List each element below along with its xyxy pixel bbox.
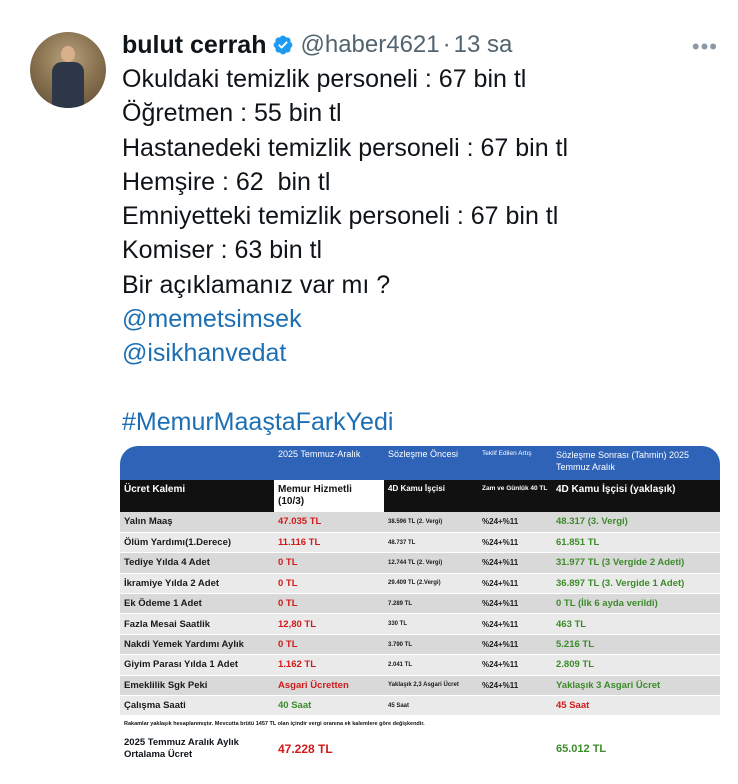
isci-before-value: 330 TL	[384, 614, 478, 634]
mention-link[interactable]: @memetsimsek	[122, 305, 302, 334]
subheader-cell: Memur Hizmetli (10/3)	[274, 480, 384, 512]
table-row	[120, 532, 720, 552]
table-row	[120, 675, 720, 695]
isci-before-value: 45 Saat	[384, 696, 478, 716]
separator-dot: ·	[442, 31, 451, 58]
tweet-line: Emniyetteki temizlik personeli : 67 bin tl	[122, 202, 559, 231]
hashtag-link[interactable]: #MemurMaaştaFarkYedi	[122, 407, 394, 436]
avatar-head	[61, 46, 75, 62]
verified-badge-icon	[272, 34, 294, 56]
row-label: Ek Ödeme 1 Adet	[120, 594, 274, 614]
more-options-icon[interactable]: •••	[691, 34, 718, 59]
tweet-text	[122, 62, 718, 439]
table-note: Rakamlar yaklaşık hesaplanmıştır. Mevcutta brütü 1457 TL olan içindir vergi oranına ek kalemlere göre değişkendir.	[120, 716, 720, 732]
isci-before-value: 48.737 TL	[384, 532, 478, 552]
isci-after-value: 0 TL (İlk 6 ayda verildi)	[552, 594, 720, 614]
row-label: Nakdi Yemek Yardımı Aylık	[120, 634, 274, 654]
table-row	[120, 594, 720, 614]
header-cell: 2025 Temmuz-Aralık	[274, 446, 384, 480]
header-cell	[120, 446, 274, 480]
isci-after-value: 31.977 TL (3 Vergide 2 Adeti)	[552, 553, 720, 573]
header-cell: Sözleşme Sonrası (Tahmin) 2025 Temmuz Aralık	[552, 446, 720, 480]
row-label: İkramiye Yılda 2 Adet	[120, 573, 274, 593]
row-label: Çalışma Saati	[120, 696, 274, 716]
tweet-line: Hastanedeki temizlik personeli : 67 bin tl	[122, 133, 569, 162]
avatar-body	[52, 62, 84, 108]
tweet-line: Bir açıklamanız var mı ?	[122, 270, 391, 299]
memur-value: 40 Saat	[274, 696, 384, 716]
row-label: Tediye Yılda 4 Adet	[120, 553, 274, 573]
memur-value: 0 TL	[274, 553, 384, 573]
memur-value: Asgari Ücretten	[274, 675, 384, 695]
isci-after-value: 5.216 TL	[552, 634, 720, 654]
table-row	[120, 512, 720, 532]
isci-after-value: 45 Saat	[552, 696, 720, 716]
total-empty-cell	[478, 732, 552, 766]
total-label	[120, 732, 274, 766]
isci-before-value: 38.596 TL (2. Vergi)	[384, 512, 478, 532]
raise-value: %24+%11	[478, 614, 552, 634]
raise-value: %24+%11	[478, 594, 552, 614]
subheader-cell: 4D Kamu İşçisi	[384, 480, 478, 512]
table-subheader-row	[120, 480, 720, 512]
isci-before-value: 29.409 TL (2.Vergi)	[384, 573, 478, 593]
raise-value: %24+%11	[478, 512, 552, 532]
subheader-cell: Zam ve Günlük 40 TL	[478, 480, 552, 512]
raise-value: %24+%11	[478, 573, 552, 593]
table-total-row	[120, 732, 720, 766]
timestamp[interactable]: 13 sa	[453, 31, 513, 58]
total-empty-cell	[384, 732, 478, 766]
tweet-line: Öğretmen : 55 bin tl	[122, 99, 342, 128]
row-label: Fazla Mesai Saatlik	[120, 614, 274, 634]
memur-value: 1.162 TL	[274, 655, 384, 675]
raise-value: %24+%11	[478, 634, 552, 654]
subheader-cell: Ücret Kalemi	[120, 480, 274, 512]
table-row	[120, 614, 720, 634]
memur-value: 0 TL	[274, 594, 384, 614]
attached-image[interactable]	[120, 446, 720, 776]
isci-after-value: 61.851 TL	[552, 532, 720, 552]
tweet-line: Komiser : 63 bin tl	[122, 236, 323, 265]
isci-after-value: 463 TL	[552, 614, 720, 634]
table-row	[120, 634, 720, 654]
avatar[interactable]	[30, 32, 106, 108]
mention-link[interactable]: @isikhanvedat	[122, 339, 287, 368]
row-label: Yalın Maaş	[120, 512, 274, 532]
row-label: Emeklilik Sgk Peki	[120, 675, 274, 695]
memur-value: 11.116 TL	[274, 532, 384, 552]
subheader-cell: 4D Kamu İşçisi (yaklaşık)	[552, 480, 720, 512]
isci-before-value: 3.790 TL	[384, 634, 478, 654]
tweet-line: Okuldaki temizlik personeli : 67 bin tl	[122, 65, 527, 93]
header-cell: Sözleşme Öncesi	[384, 446, 478, 480]
handle[interactable]: @haber4621	[300, 31, 440, 58]
isci-after-value: 2.809 TL	[552, 655, 720, 675]
raise-value: %24+%11	[478, 553, 552, 573]
table-row	[120, 696, 720, 716]
raise-value: %24+%11	[478, 675, 552, 695]
isci-after-value: 36.897 TL (3. Vergide 1 Adet)	[552, 573, 720, 593]
total-isci-value: 65.012 TL	[552, 732, 720, 766]
isci-before-value: 7.289 TL	[384, 594, 478, 614]
isci-after-value: 48.317 (3. Vergi)	[552, 512, 720, 532]
tweet-header	[122, 28, 718, 62]
total-label-text: 2025 Temmuz Aralık Aylık Ortalama Ücret	[124, 736, 239, 760]
row-label: Ölüm Yardımı(1.Derece)	[120, 532, 274, 552]
raise-value: %24+%11	[478, 655, 552, 675]
isci-before-value: 2.041 TL	[384, 655, 478, 675]
raise-value	[478, 696, 552, 716]
total-memur-value: 47.228 TL	[274, 732, 384, 766]
memur-value: 0 TL	[274, 573, 384, 593]
memur-value: 12,80 TL	[274, 614, 384, 634]
table-row	[120, 573, 720, 593]
tweet-line: Hemşire : 62 bin tl	[122, 167, 331, 196]
display-name[interactable]: bulut cerrah	[122, 30, 267, 59]
memur-value: 47.035 TL	[274, 512, 384, 532]
salary-comparison-table	[120, 446, 720, 776]
memur-value: 0 TL	[274, 634, 384, 654]
header-cell: Teklif Edilen Artış	[478, 446, 552, 480]
isci-before-value: Yaklaşık 2,3 Asgari Ücret	[384, 675, 478, 695]
isci-before-value: 12.744 TL (2. Vergi)	[384, 553, 478, 573]
table-header-row	[120, 446, 720, 480]
table-note-row	[120, 716, 720, 732]
raise-value: %24+%11	[478, 532, 552, 552]
isci-after-value: Yaklaşık 3 Asgari Ücret	[552, 675, 720, 695]
table-row	[120, 655, 720, 675]
row-label: Giyim Parası Yılda 1 Adet	[120, 655, 274, 675]
table-row	[120, 553, 720, 573]
